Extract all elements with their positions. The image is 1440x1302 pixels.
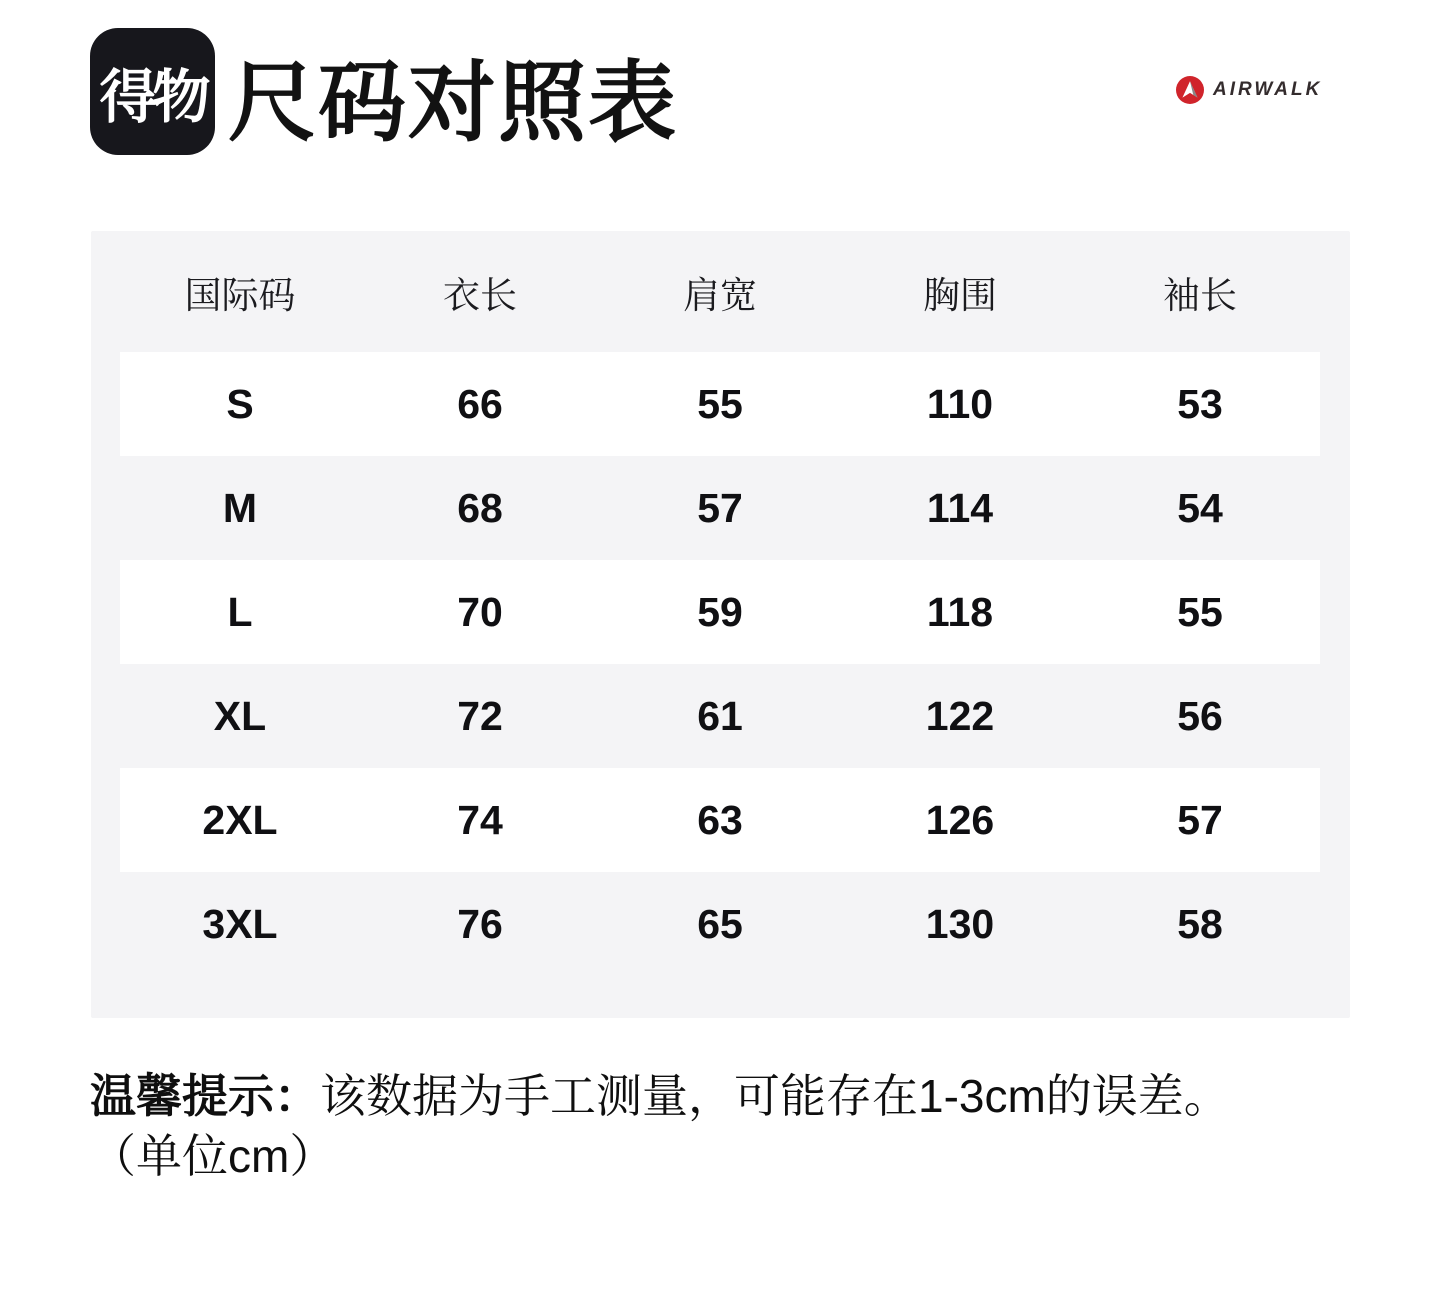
dewu-app-icon [90, 28, 215, 155]
dewu-app-icon-label: 得物 [99, 64, 206, 130]
value-cell: 110 [926, 380, 994, 427]
page-title: 尺码对照表 [228, 53, 679, 152]
measurement-note [90, 1066, 1230, 1186]
value-cell: 56 [1177, 692, 1223, 739]
value-cell: 130 [925, 900, 995, 947]
column-header-shoulder: 肩宽 [683, 274, 757, 316]
size-cell: 3XL [202, 900, 278, 947]
value-cell: 72 [457, 692, 503, 739]
column-header-size: 国际码 [184, 274, 296, 316]
value-cell: 55 [697, 380, 743, 427]
value-cell: 126 [925, 796, 995, 843]
size-cell: M [222, 484, 258, 531]
table-row [120, 560, 1320, 664]
airwalk-logo [1176, 74, 1322, 106]
column-header-sleeve: 袖长 [1163, 274, 1237, 316]
table-row [120, 664, 1320, 768]
value-cell: 122 [925, 692, 995, 739]
table-row [120, 872, 1320, 976]
value-cell: 114 [926, 484, 994, 531]
size-cell: 2XL [202, 796, 278, 843]
value-cell: 68 [457, 484, 503, 531]
value-cell: 65 [697, 900, 743, 947]
value-cell: 61 [697, 692, 743, 739]
size-cell: XL [213, 692, 267, 739]
column-header-length: 衣长 [443, 274, 517, 316]
value-cell: 70 [457, 588, 503, 635]
value-cell: 118 [926, 588, 994, 635]
value-cell: 53 [1177, 380, 1223, 427]
size-cell: S [226, 380, 254, 427]
airwalk-arrow-icon [1176, 76, 1204, 104]
note-text: 该数据为手工测量，可能存在1-3cm的误差。 [320, 1070, 1230, 1122]
value-cell: 59 [697, 588, 743, 635]
table-row [120, 456, 1320, 560]
table-header-row [120, 231, 1320, 352]
value-cell: 74 [457, 796, 503, 843]
value-cell: 63 [697, 796, 743, 843]
value-cell: 55 [1177, 588, 1223, 635]
note-unit: （单位cm） [90, 1130, 336, 1182]
column-header-chest: 胸围 [923, 274, 997, 316]
value-cell: 57 [697, 484, 743, 531]
value-cell: 66 [457, 380, 503, 427]
size-table [91, 231, 1350, 1018]
size-cell: L [227, 588, 253, 635]
table-row [120, 352, 1320, 456]
table-row [120, 768, 1320, 872]
airwalk-brand-name: AIRWALK [1213, 79, 1323, 100]
value-cell: 57 [1177, 796, 1223, 843]
value-cell: 58 [1177, 900, 1223, 947]
note-label: 温馨提示： [90, 1070, 320, 1122]
value-cell: 54 [1177, 484, 1223, 531]
value-cell: 76 [457, 900, 503, 947]
